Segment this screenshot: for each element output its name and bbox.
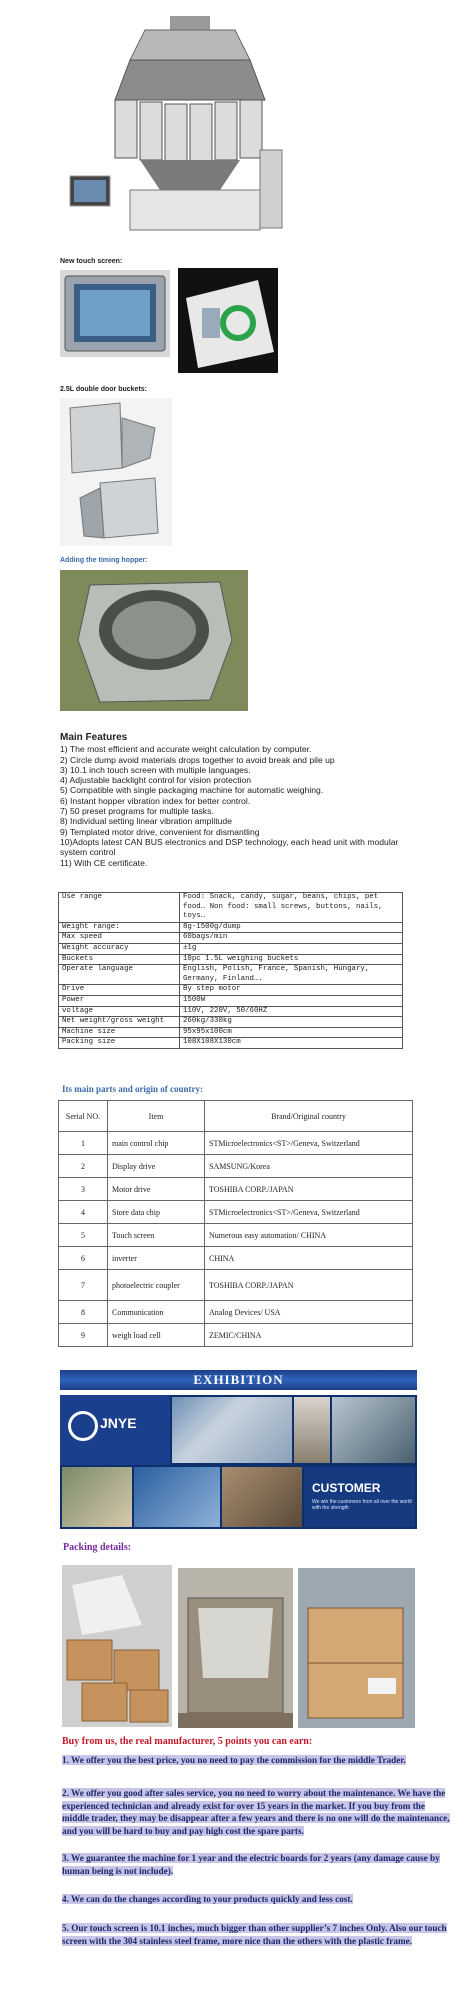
- table-row: [59, 1178, 413, 1201]
- spec-key: Use range: [59, 893, 180, 923]
- main-features: [60, 733, 410, 868]
- part-brand: STMicroelectronics<ST>/Geneva, Switzerland: [205, 1201, 413, 1224]
- feature-item: 6) Instant hopper vibration index for better control.: [60, 795, 251, 806]
- spec-value: 95x95x100cm: [180, 1027, 403, 1038]
- spec-key: Power: [59, 995, 180, 1006]
- table-row: [59, 1201, 413, 1224]
- part-brand: SAMSUNG/Korea: [205, 1155, 413, 1178]
- part-brand: Numerous easy automation/ CHINA: [205, 1224, 413, 1247]
- exhibition-photo: [134, 1467, 220, 1527]
- part-brand: STMicroelectronics<ST>/Geneva, Switzerland: [205, 1132, 413, 1155]
- serial-no: 6: [59, 1247, 108, 1270]
- table-row: [59, 1027, 403, 1038]
- caption-hopper: Adding the timing hopper:: [60, 557, 148, 564]
- point-text: 3. We guarantee the machine for 1 year and the electric boards for 2 years (any damage cause by human being is not include).: [62, 1853, 440, 1876]
- feature-item: 7) 50 preset programs for multiple tasks.: [60, 806, 214, 817]
- spec-key: Drive: [59, 985, 180, 996]
- table-row: [59, 965, 403, 985]
- table-row: [59, 933, 403, 944]
- feature-item: 1) The most efficient and accurate weight calculation by computer.: [60, 744, 312, 755]
- exhibition-banner: [60, 1370, 417, 1390]
- spec-value: 1500W: [180, 995, 403, 1006]
- part-item: inverter: [108, 1247, 205, 1270]
- column-header: Item: [108, 1101, 205, 1132]
- caption-touch-screen: New touch screen:: [60, 258, 123, 265]
- point-text: 2. We offer you good after sales service, you no need to worry about the maintenance. We have the experienced technician and already exist for over 15 years in the market. If you buy from the middle trader, they may be disappear after a few years and there is no one will do the maintenance, and you will be hard to buy and pay high cost the spare parts.: [62, 1788, 450, 1836]
- spec-value: 108X108X130cm: [180, 1038, 403, 1049]
- exhibition-photo: [332, 1397, 415, 1463]
- table-row: [59, 954, 403, 965]
- table-row: [59, 893, 403, 923]
- part-item: Store data chip: [108, 1201, 205, 1224]
- spec-value: 60bags/min: [180, 933, 403, 944]
- packing-photo: [298, 1568, 415, 1728]
- part-item: weigh load cell: [108, 1324, 205, 1347]
- spec-key: Weight range:: [59, 922, 180, 933]
- exhibition-photo: [172, 1397, 292, 1463]
- table-row: [59, 1301, 413, 1324]
- company-logo-panel: [60, 1395, 170, 1465]
- serial-no: 3: [59, 1178, 108, 1201]
- serial-no: 8: [59, 1301, 108, 1324]
- weigher-machine-photo: [60, 10, 305, 248]
- company-logo-text: JNYE: [100, 1415, 137, 1431]
- serial-no: 7: [59, 1270, 108, 1301]
- exhibition-photo: [222, 1467, 302, 1527]
- table-row: [59, 1132, 413, 1155]
- point-text: 1. We offer you the best price, you no need to pay the commission for the middle Trader.: [62, 1755, 406, 1765]
- part-item: photoelectric coupler: [108, 1270, 205, 1301]
- spec-key: Operate language: [59, 965, 180, 985]
- feature-item: 10)Adopts latest CAN BUS electronics and DSP technology, each head unit with modular system control: [60, 836, 399, 858]
- spec-value: ±1g: [180, 943, 403, 954]
- main-features-title: Main Features: [60, 732, 128, 743]
- column-header: Brand/Original country: [205, 1101, 413, 1132]
- table-row: [59, 1155, 413, 1178]
- part-item: Motor drive: [108, 1178, 205, 1201]
- feature-item: 5) Compatible with single packaging machine for automatic weighing.: [60, 785, 324, 796]
- globe-logo-icon: [68, 1411, 98, 1441]
- table-row: [59, 943, 403, 954]
- table-row: [59, 1006, 403, 1017]
- point-item: [62, 1754, 452, 1767]
- spec-value: 10pc 1.5L weighing buckets: [180, 954, 403, 965]
- spec-key: Max speed: [59, 933, 180, 944]
- spec-key: Net weight/gross weight: [59, 1017, 180, 1028]
- part-item: Communication: [108, 1301, 205, 1324]
- table-row: [59, 1224, 413, 1247]
- table-row: [59, 1017, 403, 1028]
- serial-no: 4: [59, 1201, 108, 1224]
- feature-item: 9) Templated motor drive, convenient for dismantling: [60, 826, 260, 837]
- table-row: [59, 985, 403, 996]
- table-row: [59, 995, 403, 1006]
- buy-title: Buy from us, the real manufacturer, 5 points you can earn:: [62, 1736, 313, 1747]
- feature-item: 11) With CE certificate.: [60, 857, 148, 868]
- spec-value: 8g-1500g/dump: [180, 922, 403, 933]
- feature-item: 3) 10.1 inch touch screen with multiple languages.: [60, 764, 251, 775]
- serial-no: 2: [59, 1155, 108, 1178]
- touch-screen-ui-photo: [178, 268, 278, 373]
- spec-key: Machine size: [59, 1027, 180, 1038]
- customer-subtitle: We win the customers from all over the world with the strength: [312, 1499, 412, 1511]
- spec-key: Buckets: [59, 954, 180, 965]
- table-header-row: [59, 1101, 413, 1132]
- feature-item: 2) Circle dump avoid materials drops together to avoid break and pile up: [60, 754, 335, 765]
- exhibition-photo: [62, 1467, 132, 1527]
- part-brand: Analog Devices/ USA: [205, 1301, 413, 1324]
- part-item: Display drive: [108, 1155, 205, 1178]
- serial-no: 5: [59, 1224, 108, 1247]
- point-text: 5. Our touch screen is 10.1 inches, much bigger than other supplier’s 7 inches Only. Also our touch screen with the 304 stainless steel frame, more nice than the others with the plastic frame.: [62, 1923, 447, 1946]
- spec-value: Food: Snack, candy, sugar, beans, chips, pet food… Non food: small screws, buttons, nails, toys…: [180, 893, 403, 923]
- point-text: 4. We can do the changes according to your products quickly and less cost.: [62, 1894, 353, 1904]
- caption-buckets: 2.5L double door buckets:: [60, 386, 147, 393]
- spec-key: voltage: [59, 1006, 180, 1017]
- point-item: [62, 1893, 452, 1906]
- parts-table: [58, 1100, 413, 1347]
- packing-caption: Packing details:: [63, 1542, 132, 1553]
- spec-key: Weight accuracy: [59, 943, 180, 954]
- spec-value: By step motor: [180, 985, 403, 996]
- table-row: [59, 922, 403, 933]
- customer-title: CUSTOMER: [312, 1481, 381, 1495]
- spec-table: [58, 892, 403, 1049]
- serial-no: 1: [59, 1132, 108, 1155]
- part-brand: CHINA: [205, 1247, 413, 1270]
- exhibition-collage: [60, 1395, 417, 1529]
- exhibition-photo: [294, 1397, 330, 1463]
- point-item: [62, 1852, 452, 1877]
- table-row: [59, 1038, 403, 1049]
- spec-value: 260kg/330kg: [180, 1017, 403, 1028]
- part-item: Touch screen: [108, 1224, 205, 1247]
- table-row: [59, 1270, 413, 1301]
- packing-photo: [178, 1568, 293, 1728]
- exhibition-title: EXHIBITION: [193, 1372, 284, 1387]
- buckets-photo: [60, 398, 172, 546]
- part-item: main control chip: [108, 1132, 205, 1155]
- touch-screen-photo: [60, 270, 170, 357]
- point-item: [62, 1922, 452, 1947]
- spec-key: Packing size: [59, 1038, 180, 1049]
- packing-photo: [62, 1565, 172, 1727]
- point-item: [62, 1787, 452, 1837]
- feature-item: 4) Adjustable backlight control for vision protection: [60, 775, 252, 786]
- part-brand: ZEMIC/CHINA: [205, 1324, 413, 1347]
- table-row: [59, 1324, 413, 1347]
- part-brand: TOSHIBA CORP./JAPAN: [205, 1178, 413, 1201]
- parts-title: Its main parts and origin of country:: [62, 1084, 204, 1094]
- serial-no: 9: [59, 1324, 108, 1347]
- column-header: Serial NO.: [59, 1101, 108, 1132]
- spec-value: English, Polish, France, Spanish, Hungary, Germany, Finland….: [180, 965, 403, 985]
- part-brand: TOSHIBA CORP./JAPAN: [205, 1270, 413, 1301]
- table-row: [59, 1247, 413, 1270]
- feature-item: 8) Individual setting linear vibration amplitude: [60, 816, 232, 827]
- spec-value: 110V, 220V, 50/60HZ: [180, 1006, 403, 1017]
- timing-hopper-photo: [60, 570, 248, 711]
- customer-panel: [304, 1467, 415, 1527]
